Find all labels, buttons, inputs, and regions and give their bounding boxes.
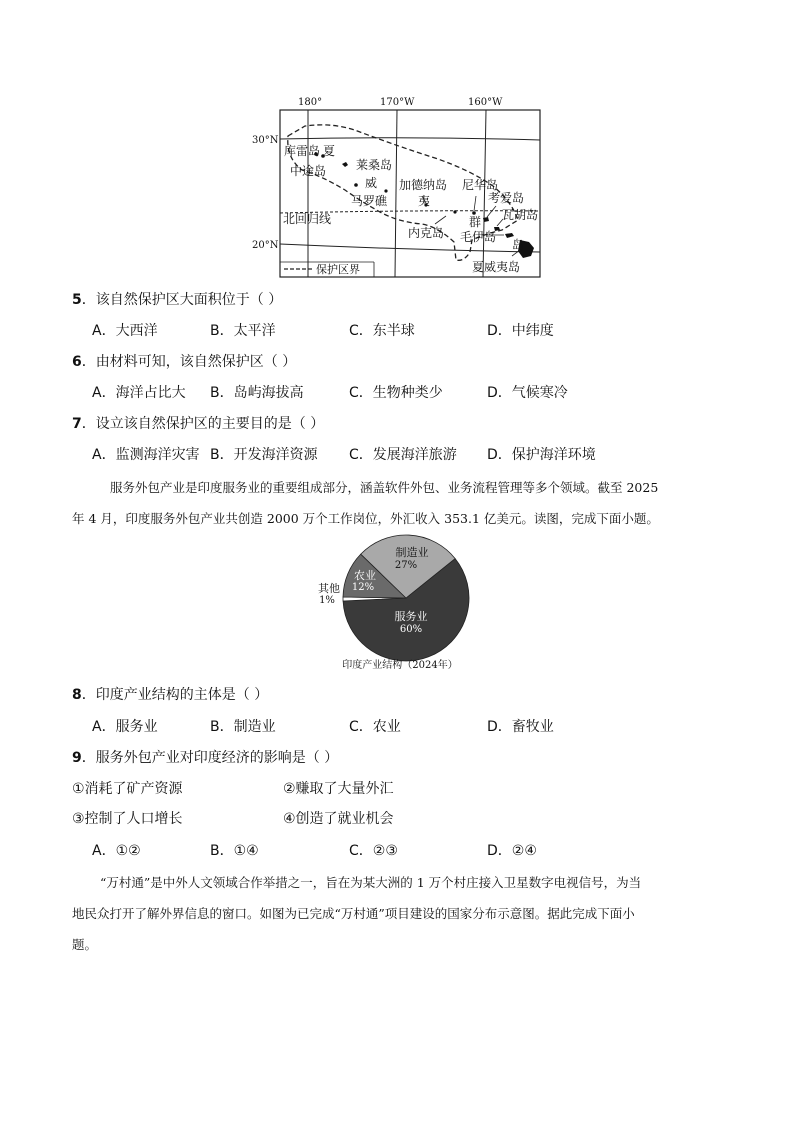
- laysan-island-dot: [354, 183, 358, 187]
- label-nihoa: 尼华岛: [462, 178, 499, 192]
- leader-nihoa: [474, 196, 476, 211]
- necker-island-dot: [453, 210, 456, 213]
- label-kauai: 考爱岛: [488, 191, 525, 205]
- q9-option-c[interactable]: C．②③: [349, 843, 398, 859]
- q8-option-b[interactable]: B．制造业: [210, 719, 276, 735]
- question-stem: 由材料可知，该自然保护区（ ）: [95, 354, 297, 370]
- passage-1-line-2: 年 4 月，印度服务外包产业共创造 2000 万个工作岗位，外汇收入 353.1 亿美元。读图，完成下面小题。: [72, 511, 659, 526]
- lat-label-20n: 20°N: [252, 240, 279, 251]
- lat-label-30n: 30°N: [252, 135, 279, 146]
- label-gardner: 加德纳岛: [399, 178, 448, 192]
- q7-option-a[interactable]: A．监测海洋灾害: [92, 447, 200, 463]
- q5-option-d[interactable]: D．中纬度: [487, 323, 554, 339]
- question-9: [72, 747, 338, 767]
- q6-option-c[interactable]: C．生物种类少: [349, 385, 443, 401]
- label-hawaiian-char-5: 岛: [512, 238, 525, 252]
- pie-label-agriculture: 农业: [354, 569, 376, 582]
- parallel-20n: [280, 244, 540, 252]
- q9-item-2: ②赚取了大量外汇: [283, 781, 394, 797]
- q5-option-a[interactable]: A．大西洋: [92, 323, 158, 339]
- question-dot: ．: [81, 292, 96, 308]
- label-maro: 马罗礁: [351, 194, 388, 208]
- passage-1-line-1: 服务外包产业是印度服务业的重要组成部分，涵盖软件外包、业务流程管理等多个领域。截至 2025: [110, 480, 659, 495]
- q9-option-a[interactable]: A．①②: [92, 843, 141, 859]
- question-stem: 服务外包产业对印度经济的影响是（ ）: [95, 750, 339, 766]
- label-necker: 内克岛: [408, 226, 445, 240]
- q9-item-4: ④创造了就业机会: [283, 811, 394, 827]
- q5-option-c[interactable]: C．东半球: [349, 323, 415, 339]
- q6-option-d[interactable]: D．气候寒冷: [487, 385, 568, 401]
- question-stem: 该自然保护区大面积位于（ ）: [95, 292, 283, 308]
- q7-option-d[interactable]: D．保护海洋环境: [487, 447, 596, 463]
- hawaii-reserve-map: [250, 92, 550, 282]
- q9-item-1: ①消耗了矿产资源: [72, 781, 183, 797]
- pie-value-agriculture: 12%: [351, 582, 375, 593]
- question-number: 8: [72, 687, 82, 703]
- pie-value-other: 1%: [319, 595, 335, 606]
- label-tropic: 北回归线: [283, 212, 332, 226]
- pearl-hermes-reef: [342, 162, 348, 167]
- label-hawaiian-char-3: 夷: [418, 194, 431, 208]
- q7-option-c[interactable]: C．发展海洋旅游: [349, 447, 457, 463]
- q8-option-a[interactable]: A．服务业: [92, 719, 158, 735]
- meridian-160w: [483, 110, 486, 277]
- pie-label-manufacturing: 制造业: [395, 546, 429, 559]
- lon-label-170w: 170°W: [380, 97, 415, 108]
- q5-option-b[interactable]: B．太平洋: [210, 323, 276, 339]
- parallel-30n: [280, 138, 540, 140]
- pie-label-other: 其他: [318, 582, 340, 595]
- q9-option-b[interactable]: B．①④: [210, 843, 259, 859]
- label-hawaiian-char-4: 群: [469, 215, 482, 229]
- label-oahu: 瓦胡岛: [502, 208, 539, 222]
- passage-2-line-3: 题。: [72, 937, 98, 952]
- label-midway: 中途岛: [290, 164, 327, 178]
- question-6: [72, 351, 296, 371]
- passage-2-line-1: “万村通”是中外人文领域合作举措之一，旨在为某大洲的 1 万个村庄接入卫星数字电视信号，为当: [100, 875, 642, 890]
- question-dot: ．: [81, 354, 96, 370]
- maro-reef-dot: [384, 189, 387, 192]
- label-hawaiian-char-1: 夏: [323, 144, 336, 158]
- question-dot: ．: [81, 416, 96, 432]
- q8-option-c[interactable]: C．农业: [349, 719, 401, 735]
- passage-2-line-2: 地民众打开了解外界信息的窗口。如图为已完成“万村通”项目建设的国家分布示意图。据此完成下面小: [72, 906, 635, 921]
- label-kure: 库雷岛: [284, 144, 321, 158]
- label-hawaiian-char-2: 威: [365, 176, 378, 190]
- q9-item-3: ③控制了人口增长: [72, 811, 183, 827]
- question-number: 9: [72, 750, 82, 766]
- question-number: 6: [72, 354, 82, 370]
- leader-kauai: [487, 206, 496, 217]
- question-7: [72, 413, 324, 433]
- legend-label: 保护区界: [316, 263, 360, 276]
- india-industry-pie-chart: [310, 530, 490, 675]
- pie-value-manufacturing: 27%: [394, 560, 418, 571]
- question-stem: 印度产业结构的主体是（ ）: [95, 687, 269, 703]
- lon-label-160w: 160°W: [468, 97, 503, 108]
- q9-option-d[interactable]: D．②④: [487, 843, 537, 859]
- pie-title: 印度产业结构（2024年）: [342, 660, 458, 671]
- question-dot: ．: [81, 750, 96, 766]
- meridian-170w: [395, 110, 397, 277]
- pie-value-services: 60%: [399, 624, 423, 635]
- q6-option-b[interactable]: B．岛屿海拔高: [210, 385, 304, 401]
- label-maui: 毛伊岛: [460, 230, 497, 244]
- question-number: 5: [72, 292, 82, 308]
- q8-option-d[interactable]: D．畜牧业: [487, 719, 554, 735]
- lon-label-180: 180°: [298, 97, 323, 108]
- q7-option-b[interactable]: B．开发海洋资源: [210, 447, 318, 463]
- question-stem: 设立该自然保护区的主要目的是（ ）: [95, 416, 325, 432]
- question-number: 7: [72, 416, 82, 432]
- question-dot: ．: [81, 687, 96, 703]
- pie-label-services: 服务业: [394, 610, 428, 623]
- label-laysan: 莱桑岛: [356, 158, 393, 172]
- question-5: [72, 289, 282, 309]
- question-8: [72, 684, 268, 704]
- q6-option-a[interactable]: A．海洋占比大: [92, 385, 186, 401]
- leader-necker: [435, 216, 446, 224]
- label-hawaii-island: 夏威夷岛: [472, 260, 521, 274]
